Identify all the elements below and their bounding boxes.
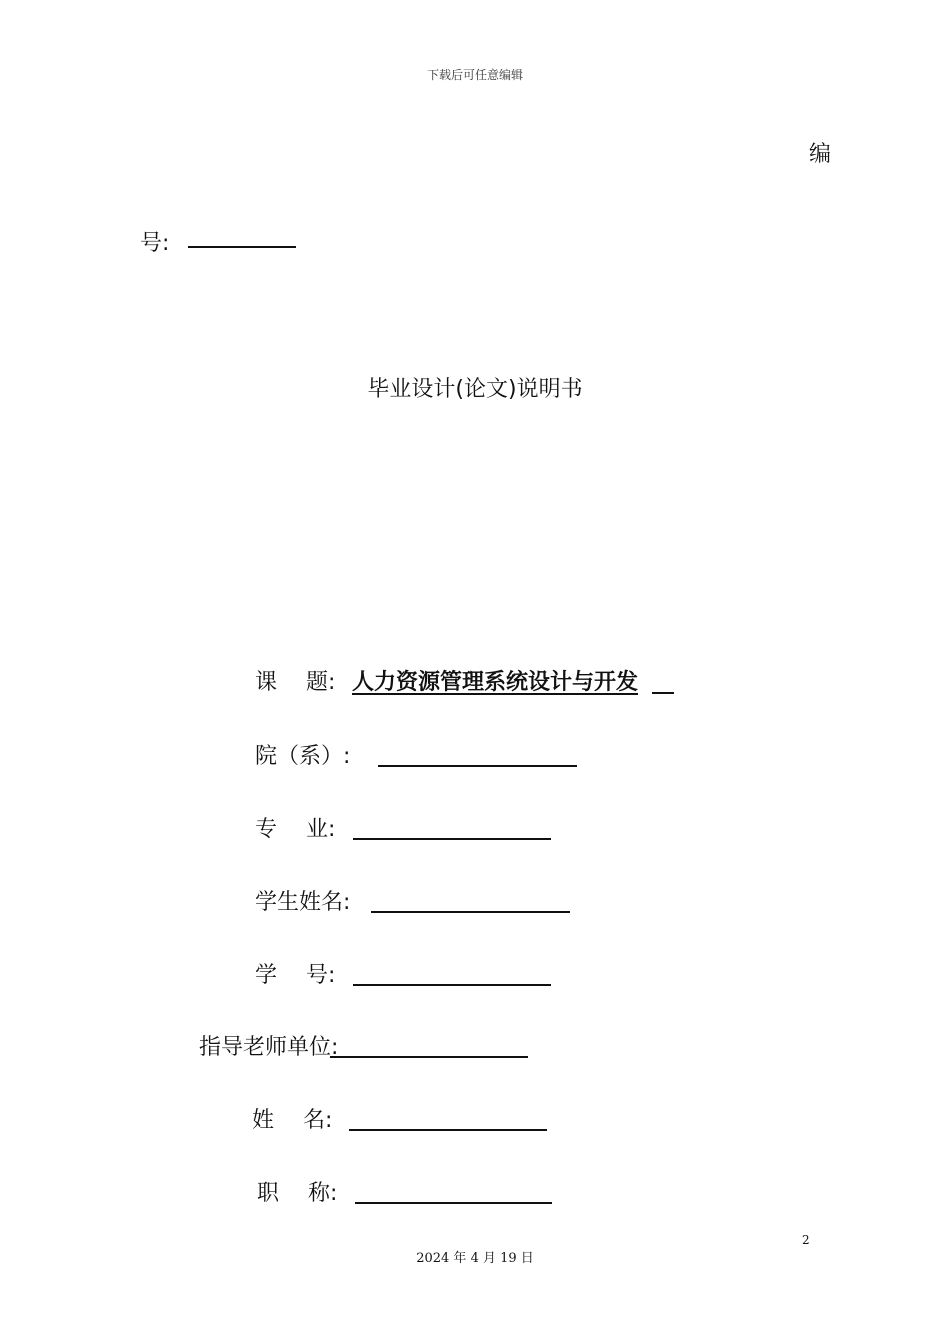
- field-advisor-unit: [199, 1033, 338, 1063]
- field-student-id: [255, 961, 335, 991]
- number-blank-line: [188, 246, 296, 248]
- field-topic: [255, 668, 335, 698]
- field-major: [255, 815, 335, 845]
- number-label-part2: 号:: [140, 231, 170, 256]
- field-topic-underline-tail: [652, 692, 674, 694]
- number-label-part1: 编: [809, 142, 832, 167]
- field-advisor-unit-label: 指导老师单位:: [199, 1035, 339, 1060]
- field-advisor-title: [257, 1179, 337, 1209]
- field-student-id-blank: [353, 984, 551, 986]
- field-student-name: [255, 888, 350, 918]
- field-advisor-name-blank: [349, 1129, 547, 1131]
- document-title: 毕业设计(论文)说明书: [367, 377, 583, 402]
- field-student-id-label: 学 号:: [255, 963, 336, 988]
- field-advisor-name-label: 姓 名:: [252, 1108, 333, 1133]
- header-note: 下载后可任意编辑: [426, 68, 523, 82]
- footer-date: 2024 年 4 月 19 日: [416, 1251, 534, 1266]
- field-student-name-label: 学生姓名:: [255, 890, 351, 915]
- field-topic-label: 课 题:: [255, 670, 336, 695]
- field-advisor-unit-blank: [330, 1056, 528, 1058]
- field-advisor-name: [252, 1106, 332, 1136]
- field-topic-value: 人力资源管理系统设计与开发: [352, 670, 639, 695]
- field-major-label: 专 业:: [255, 817, 336, 842]
- page-number: 2: [802, 1233, 810, 1247]
- field-major-blank: [353, 838, 551, 840]
- field-college: [255, 742, 350, 772]
- field-advisor-title-blank: [355, 1202, 552, 1204]
- field-advisor-title-label: 职 称:: [257, 1181, 338, 1206]
- field-student-name-blank: [371, 911, 570, 913]
- field-college-label: 院（系）:: [255, 744, 351, 769]
- field-college-blank: [378, 765, 577, 767]
